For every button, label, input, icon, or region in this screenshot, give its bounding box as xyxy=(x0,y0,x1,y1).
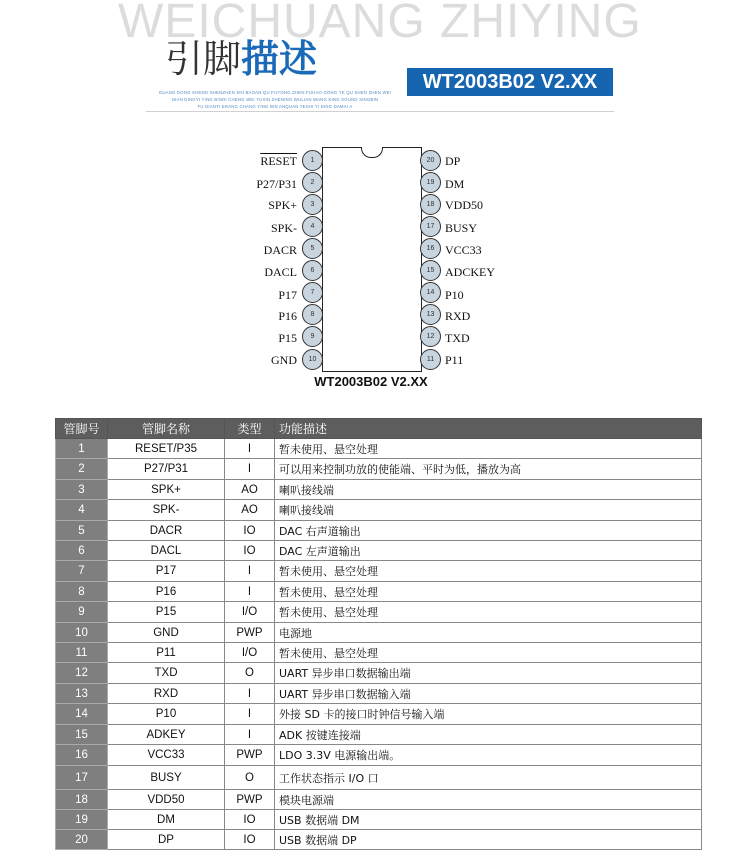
page-title xyxy=(165,28,317,83)
pin-number-cell: 5 xyxy=(56,521,108,541)
table-row xyxy=(56,561,702,582)
table-row xyxy=(56,623,702,643)
pin-3-label: SPK+ xyxy=(268,198,297,212)
pin-16-label: VCC33 xyxy=(445,243,482,257)
pin-description-cell: 可以用来控制功放的使能端、平时为低，播放为高 xyxy=(275,459,702,480)
pin-description-cell: UART 异步串口数据输出端 xyxy=(275,663,702,684)
pin-number-cell: 14 xyxy=(56,704,108,725)
table-header-row xyxy=(56,419,702,439)
pin-19-circle: 19 xyxy=(420,172,441,193)
pin-18-label: VDD50 xyxy=(445,198,483,212)
pin-4-circle: 4 xyxy=(302,216,323,237)
header-pin-type: 类型 xyxy=(225,419,275,439)
pin-name-cell: RESET/P35 xyxy=(108,439,225,459)
table-row xyxy=(56,663,702,684)
table-row xyxy=(56,521,702,541)
pin-5-label: DACR xyxy=(263,243,297,257)
pin-type-cell: I xyxy=(225,684,275,704)
pin-number-cell: 19 xyxy=(56,810,108,830)
pin-19-label: DM xyxy=(445,177,465,191)
pin-2-circle: 2 xyxy=(302,172,323,193)
pin-9-label: P15 xyxy=(278,331,297,345)
title-highlight: 描述 xyxy=(241,37,318,81)
pin-4-label: SPK- xyxy=(270,221,297,235)
pin-type-cell: I/O xyxy=(225,643,275,663)
pin-description-cell: USB 数据端 DM xyxy=(275,810,702,830)
pin-name-cell: RXD xyxy=(108,684,225,704)
pin-name-cell: P16 xyxy=(108,582,225,602)
pin-number-cell: 7 xyxy=(56,561,108,582)
pin-number-cell: 13 xyxy=(56,684,108,704)
pin-description-cell: LDO 3.3V 电源输出端。 xyxy=(275,745,702,766)
pin-number-cell: 4 xyxy=(56,500,108,521)
pin-number-cell: 8 xyxy=(56,582,108,602)
pin-table xyxy=(55,418,702,850)
pin-11-label: P11 xyxy=(445,353,464,367)
pin-type-cell: O xyxy=(225,663,275,684)
header-divider xyxy=(146,111,614,112)
table-row xyxy=(56,480,702,500)
pin-type-cell: AO xyxy=(225,500,275,521)
pin-name-cell: P15 xyxy=(108,602,225,623)
pin-description-cell: 电源地 xyxy=(275,623,702,643)
pin-description-cell: 喇叭接线端 xyxy=(275,500,702,521)
title-prefix: 引脚 xyxy=(165,37,242,81)
pin-description-cell: DAC 右声道输出 xyxy=(275,521,702,541)
pin-number-cell: 10 xyxy=(56,623,108,643)
pin-type-cell: IO xyxy=(225,810,275,830)
pin-8-label: P16 xyxy=(278,309,297,323)
pin-number-cell: 3 xyxy=(56,480,108,500)
pin-description-cell: 暂未使用、悬空处理 xyxy=(275,602,702,623)
header-pin-name: 管脚名称 xyxy=(108,419,225,439)
pin-description-cell: 暂未使用、悬空处理 xyxy=(275,582,702,602)
pin-type-cell: AO xyxy=(225,480,275,500)
pinyin-line-1: GUANG DONG SHENG SHENZHEN SHI BAOAN QU FUYONG ZHEN FUHAO GONG YE QU SHEN ZHEN WEI xyxy=(158,90,392,95)
table-row xyxy=(56,500,702,521)
pin-10-circle: 10 xyxy=(302,349,323,370)
pin-description-cell: 暂未使用、悬空处理 xyxy=(275,561,702,582)
pinyin-line-2: NIAN DINGYI YING BINDI CHENG WEI YUXIN ZHENING WULIAN WANG KING SOUND XINGBIN xyxy=(171,97,379,102)
header-pin-description: 功能描述 xyxy=(275,419,702,439)
pin-type-cell: IO xyxy=(225,521,275,541)
pin-15-label: ADCKEY xyxy=(445,265,495,279)
pin-description-cell: DAC 左声道输出 xyxy=(275,541,702,561)
table-row xyxy=(56,830,702,850)
pin-13-circle: 13 xyxy=(420,304,441,325)
pin-name-cell: GND xyxy=(108,623,225,643)
pin-number-cell: 6 xyxy=(56,541,108,561)
pin-10-label: GND xyxy=(271,353,297,367)
pin-type-cell: IO xyxy=(225,830,275,850)
pin-type-cell: PWP xyxy=(225,745,275,766)
pin-7-circle: 7 xyxy=(302,282,323,303)
pin-8-circle: 8 xyxy=(302,304,323,325)
pin-description-cell: 外接 SD 卡的接口时钟信号输入端 xyxy=(275,704,702,725)
table-row xyxy=(56,459,702,480)
pin-description-cell: USB 数据端 DP xyxy=(275,830,702,850)
pin-12-circle: 12 xyxy=(420,326,441,347)
pin-name-cell: DP xyxy=(108,830,225,850)
pin-number-cell: 15 xyxy=(56,725,108,745)
pin-20-label: DP xyxy=(445,154,461,168)
table-row xyxy=(56,582,702,602)
watermark-text: WEICHUANG ZHIYING xyxy=(118,0,642,48)
pin-number-cell: 2 xyxy=(56,459,108,480)
pin-2-label: P27/P31 xyxy=(256,177,297,191)
pin-17-circle: 17 xyxy=(420,216,441,237)
pin-number-cell: 17 xyxy=(56,766,108,790)
pin-name-cell: DM xyxy=(108,810,225,830)
pin-type-cell: I xyxy=(225,725,275,745)
pin-1-label: RESET xyxy=(260,154,297,168)
pin-name-cell: P10 xyxy=(108,704,225,725)
pin-16-circle: 16 xyxy=(420,238,441,259)
pin-type-cell: I xyxy=(225,459,275,480)
table-row xyxy=(56,439,702,459)
pin-3-circle: 3 xyxy=(302,194,323,215)
pin-20-circle: 20 xyxy=(420,150,441,171)
pin-12-label: TXD xyxy=(445,331,470,345)
pin-name-cell: P17 xyxy=(108,561,225,582)
table-row xyxy=(56,704,702,725)
pin-description-cell: 暂未使用、悬空处理 xyxy=(275,439,702,459)
pin-number-cell: 1 xyxy=(56,439,108,459)
pin-name-cell: P11 xyxy=(108,643,225,663)
table-row xyxy=(56,790,702,810)
pin-type-cell: I/O xyxy=(225,602,275,623)
table-row xyxy=(56,684,702,704)
pin-type-cell: I xyxy=(225,561,275,582)
pin-description-cell: ADK 按键连接端 xyxy=(275,725,702,745)
pin-type-cell: PWP xyxy=(225,790,275,810)
pin-14-circle: 14 xyxy=(420,282,441,303)
pin-name-cell: BUSY xyxy=(108,766,225,790)
pin-name-cell: SPK+ xyxy=(108,480,225,500)
pin-name-cell: TXD xyxy=(108,663,225,684)
pin-11-circle: 11 xyxy=(420,349,441,370)
pin-type-cell: O xyxy=(225,766,275,790)
pin-name-cell: P27/P31 xyxy=(108,459,225,480)
pin-number-cell: 20 xyxy=(56,830,108,850)
pin-name-cell: VCC33 xyxy=(108,745,225,766)
pin-type-cell: I xyxy=(225,439,275,459)
pin-number-cell: 11 xyxy=(56,643,108,663)
table-row xyxy=(56,541,702,561)
table-row xyxy=(56,745,702,766)
pin-type-cell: IO xyxy=(225,541,275,561)
pin-description-cell: 喇叭接线端 xyxy=(275,480,702,500)
table-body xyxy=(56,439,702,850)
version-badge: WT2003B02 V2.XX xyxy=(407,68,613,96)
pin-name-cell: DACL xyxy=(108,541,225,561)
pin-type-cell: I xyxy=(225,582,275,602)
pin-name-cell: VDD50 xyxy=(108,790,225,810)
pin-14-label: P10 xyxy=(445,288,464,302)
pin-number-cell: 9 xyxy=(56,602,108,623)
pin-13-label: RXD xyxy=(445,309,471,323)
table-row xyxy=(56,643,702,663)
pin-17-label: BUSY xyxy=(445,221,478,235)
pin-number-cell: 12 xyxy=(56,663,108,684)
pin-name-cell: DACR xyxy=(108,521,225,541)
pin-6-label: DACL xyxy=(264,265,297,279)
pin-description-cell: 模块电源端 xyxy=(275,790,702,810)
pin-type-cell: I xyxy=(225,704,275,725)
pin-1-circle: 1 xyxy=(302,150,323,171)
pin-15-circle: 15 xyxy=(420,260,441,281)
pin-5-circle: 5 xyxy=(302,238,323,259)
pin-description-cell: 工作状态指示 I/O 口 xyxy=(275,766,702,790)
table-row xyxy=(56,725,702,745)
pin-description-cell: 暂未使用、悬空处理 xyxy=(275,643,702,663)
pin-type-cell: PWP xyxy=(225,623,275,643)
pin-number-cell: 16 xyxy=(56,745,108,766)
chip-caption: WT2003B02 V2.XX xyxy=(314,374,428,389)
pin-number-cell: 18 xyxy=(56,790,108,810)
table-row xyxy=(56,810,702,830)
pin-9-circle: 9 xyxy=(302,326,323,347)
header-pin-number: 管脚号 xyxy=(56,419,108,439)
chip-body xyxy=(322,147,422,372)
table-row xyxy=(56,766,702,790)
pin-18-circle: 18 xyxy=(420,194,441,215)
pin-description-cell: UART 异步串口数据输入端 xyxy=(275,684,702,704)
pin-7-label: P17 xyxy=(278,288,297,302)
pin-6-circle: 6 xyxy=(302,260,323,281)
pin-name-cell: ADKEY xyxy=(108,725,225,745)
pin-name-cell: SPK- xyxy=(108,500,225,521)
pinyin-line-3: FU DIANTI ERANG CHANG YING BIN ANQUAN TESHI YI DING DAMAI A xyxy=(197,104,353,109)
table-row xyxy=(56,602,702,623)
